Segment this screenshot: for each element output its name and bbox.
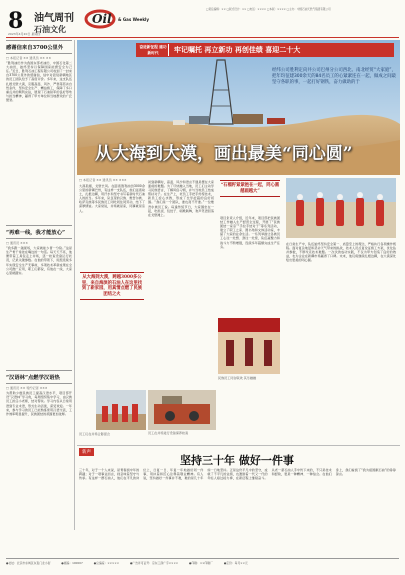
banner-slogan: 牢记嘱托 再立新功 再创佳绩 喜迎二十大 [174, 46, 301, 54]
brand-logo [84, 8, 164, 30]
footer [6, 561, 399, 565]
top-meta: □责任编辑：×× □版式设计：×× □电话：×××× □本版：×××× □主办：中国石油天然气集团有限公司 [206, 8, 331, 11]
banner-tag: 奋进新征程 建功新时代 [138, 44, 169, 56]
workers-photo-image [286, 178, 396, 238]
photo-workers [286, 178, 396, 238]
bottom-tag: 新声 [79, 448, 94, 456]
footer-printer: ●印刷：××印刷厂 [189, 561, 213, 565]
article3-body: 为帮助少数民族员工提高汉语水平，项目部开设“汉语林”学习角，每周组织集中学习，由汉族员工担任小老师，结对帮扶。学习内容从日常用语到专业术语，形式生动活泼，深受欢迎。一年来，参与学习的员工已能熟练使用汉语交流，工作效率明显提升，民族团结的氛围更加浓厚。 [6, 391, 72, 416]
photo-celebration [218, 318, 280, 374]
paper-name: 油气周刊 [34, 13, 74, 24]
footer-price: ●定价：每月××元 [223, 561, 248, 565]
main-col3: 项目负责人介绍，近年来，项目部把民族团结工作融入生产经营全过程，开展了“民族团结一家亲”“手拉手结对子”等系列活动，建立了职工之家、图书角和文体活动室，丰富了大家的业余生活。一系列举措让各族员工心往一处想、劲往一处使，队伍凝聚力和战斗力不断增强，连续多年超额完成生产任务。 [220, 216, 280, 249]
article1-title: 感谢信来自3700公里外 [6, 40, 72, 54]
group-photo-image [96, 390, 146, 430]
bottom-divider [77, 445, 400, 446]
article2-title: “再难一线，我才能放心” [6, 225, 72, 239]
masthead [6, 4, 399, 38]
left-column-divider [74, 40, 75, 530]
main-byline: □ 本报记者 ×× 通讯员 ×× ××× [79, 178, 127, 182]
celebration-photo-image [218, 318, 280, 374]
section-name: 石油文化 [34, 25, 66, 34]
photo2-caption: 民族员工同台联欢 其乐融融 [218, 376, 257, 380]
footer-rule [6, 558, 399, 559]
main-col2: 初到新疆时，高温、风沙和语言不通是摆在大家面前的难题。为了尽快融入当地，员工们主动学习民族语言，了解风俗习惯，并与当地员工结成帮扶对子。在生产上，老员工手把手传授技术，新员工虚心求教，形成了比学赶超的良好氛围。“我们是一个团队，谁也离不开谁。”一位维吾尔族员工说。每逢传统节日，大家围坐在一起，吃抓饭、包饺子、唱歌跳舞，欢声笑语回荡在戈壁滩上。 [148, 180, 214, 217]
hero-caption: 经纬公司胜利定向井公司巴州分公司西北、南北经贸“大家庭”，把年均征建300余天的84名员工的心紧紧连在一起，做成之间最坚守各职的事，一起打好钢铁，奋力做助的于 [272, 68, 396, 85]
footer-postcode: ●邮编：100007 [61, 561, 83, 565]
bottom-headline: 坚持三十年 做好一件事 [180, 454, 294, 467]
article2-byline: □ 通讯员 ××× [6, 241, 28, 246]
issue-date: 2023年4月20日 星期四 [8, 32, 41, 36]
page-number: 8 [8, 8, 24, 34]
masthead-rule [6, 37, 399, 38]
equipment-photo-image [148, 390, 216, 430]
main-col1: 大漠孤烟，戈壁长风。在距离胜利油田3000余公里的新疆巴州，有这样一支队伍，他们远离故土，扎根边疆，用汗水和坚守书写着新时代石油人的担当。多年来，队伍里的汉族、维吾尔族、哈萨克族等多民族员工同吃同住同劳动，结下了深厚情谊。大家常说，井场就是家，同事就是亲人。 [79, 184, 145, 213]
left-column [6, 40, 72, 530]
footer-editorial: ●总编室：××××× [93, 561, 120, 565]
photo-equipment [148, 390, 216, 430]
main-col3-pull: “石榴籽紧紧抱在一起，同心圆越画越大” [220, 180, 280, 197]
footer-ad-license: ●广告许可证号：京东工商广字×××× [129, 561, 179, 565]
photo1-caption: 员工在井场进行设备保养检查 [148, 431, 189, 435]
article1-byline: □ 本报记者 ×× 通讯员 ×× ×× [6, 56, 52, 60]
bottom-body: 三十年，对于一个人来说，是青春到中年的跨越；对于一项事业而言，则意味着坚守与传承。有这样一群石油人，他们在平凡的岗位上，日复一日、年复一年地做好同一件事，用执着和匠心诠释着敬业精神。有人说，坚持做好一件事并不难，难的是几十年如一日地坚持。正是这份平凡中的坚守，成就了不平凡的业绩，也激励着一代又一代的年轻人接过接力棒，在新征程上继续奋斗。从老一辈石油人手中传下来的，不只是技术和经验，更是一种精神、一种信念。在他们身上，我们看到了“我为祖国献石油”的铮铮誓言。 [79, 468, 396, 481]
footer-address: ●社址：北京市东城区东直门北小街 [6, 561, 51, 565]
article3-byline: □ 通讯员 ×× 特约记者 ××× [6, 386, 48, 391]
photo-group [96, 390, 146, 430]
article3-title: “汉语林”点燃学汉语热 [6, 370, 72, 384]
main-col4: 在日常生产中，队伍始终坚持安全第一、质量至上的理念，严格执行各项操作规程。面对复杂地层和恶劣天气带来的挑战，技术人员反复论证施工方案，优化钻井参数，不断攻克技术难题。一次次的成功实践，不仅为甲方创造了良好的效益，也为企业在新疆市场赢得了口碑。未来，他们将继续扎根边疆，在大漠深处绘出更美的同心圆。 [286, 242, 396, 263]
photo3-caption: 员工们在井场合影留念 [79, 432, 110, 436]
brand-text: & Gas Weekly [118, 17, 149, 22]
hero-title: 从大海到大漠，画出最美“同心圆” [95, 144, 353, 164]
banner-bar [136, 43, 394, 57]
article1-body: “胜利油田作为我国东部老油田、中国石化第二大油田，始终坚持以保障国家能源安全为己任。”近日，胜利石油工程有限公司收到了一封来自3700公里外的感谢信，信中对派驻新疆地区的员工团队给予了高度评价。多年来，这支队伍扎根戈壁大漠，克服高温、风沙、严寒等恶劣自然条件，坚持安全生产、精益施工，保障了多口重点井的顺利完钻，展现了石油铁军的良好形象与担当精神，赢得了甲方单位和当地群众的广泛赞誉。 [6, 61, 72, 102]
main-col1-pull: 从大海到大漠，跨越3000多公里，来自海滨的石油人在这里找到了新家园，用真情点燃了民族团结之火 [80, 272, 144, 300]
svg-text:Oil: Oil [92, 12, 112, 26]
article2-body: “我多跑一趟现场，大家就能少冒一分险。”这是生产骨干常挂在嘴边的一句话。每天天不亮，他便带着工具包走上井场，逐一检查设备运行状况，记录关键参数。在他的带领下，班组连续多年实现安全生产无事故，多项技术革新成果在全公司推广应用，职工们都说，有他在一线，大家心里就踏实。 [6, 246, 72, 275]
